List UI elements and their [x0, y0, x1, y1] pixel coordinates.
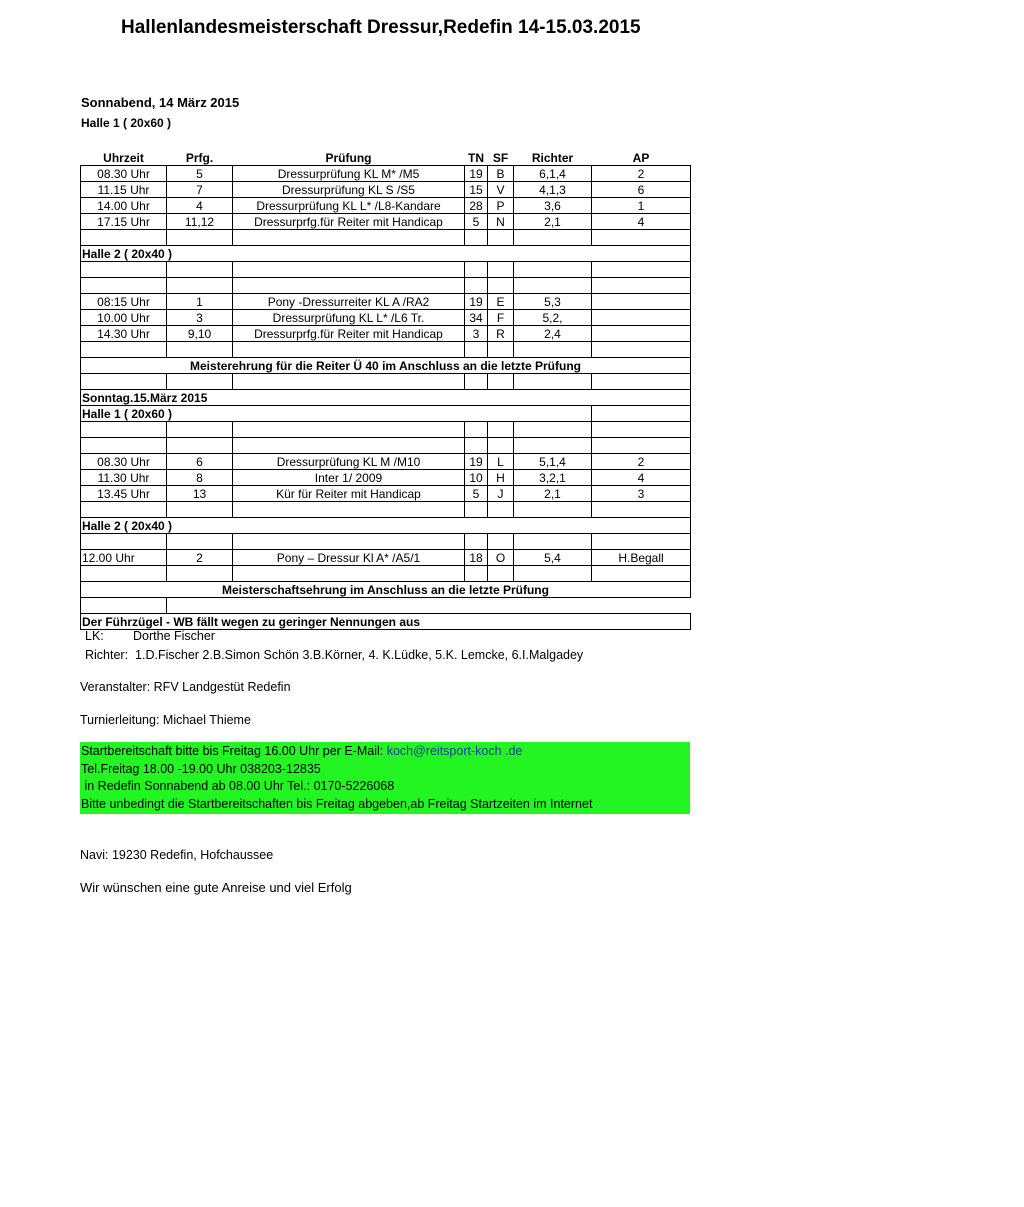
cell-richter: 5,4 [514, 550, 592, 566]
registration-line-2: Tel.Freitag 18.00 -19.00 Uhr 038203-12835 [81, 761, 321, 776]
richter-label: Richter: [85, 648, 129, 662]
cell-time: 10.00 Uhr [81, 310, 167, 326]
cell-richter: 4,1,3 [514, 182, 592, 198]
empty-row [81, 598, 691, 614]
cell-time: 11.30 Uhr [81, 470, 167, 486]
cell-ap: H.Begall [592, 550, 691, 566]
empty-row [81, 566, 691, 582]
cell-tn: 19 [465, 294, 488, 310]
lk-line [85, 629, 215, 643]
cell-time: 14.30 Uhr [81, 326, 167, 342]
day-heading-saturday: Sonnabend, 14 März 2015 [81, 95, 240, 110]
cell-time: 11.15 Uhr [81, 182, 167, 198]
cell-tn: 28 [465, 198, 488, 214]
cell-name: Dressurprüfung KL S /S5 [233, 182, 465, 198]
cell-richter: 3,2,1 [514, 470, 592, 486]
lk-value: Dorthe Fischer [133, 629, 215, 643]
cell-prfg: 7 [167, 182, 233, 198]
cell-sf: F [488, 310, 514, 326]
cell-prfg: 8 [167, 470, 233, 486]
cell-ap: 2 [592, 166, 691, 182]
cell-ap: 4 [592, 214, 691, 230]
richter-line [85, 648, 583, 662]
empty-row [81, 342, 691, 358]
table-row [81, 166, 691, 182]
cell-name: Kür für Reiter mit Handicap [233, 486, 465, 502]
cell-time: 17.15 Uhr [81, 214, 167, 230]
richter-value: 1.D.Fischer 2.B.Simon Schön 3.B.Körner, 4. K.Lüdke, 5.K. Lemcke, 6.I.Malgadey [135, 648, 584, 662]
cell-name: Inter 1/ 2009 [233, 470, 465, 486]
veranstalter-line: Veranstalter: RFV Landgestüt Redefin [80, 680, 291, 694]
cell-sf: L [488, 454, 514, 470]
cell-prfg: 1 [167, 294, 233, 310]
section-row [81, 390, 691, 406]
section-row [81, 358, 691, 374]
turnierleitung-line: Turnierleitung: Michael Thieme [80, 713, 251, 727]
ceremony-note-sunday: Meisterschaftsehrung im Anschluss an die letzte Prüfung [81, 582, 691, 598]
cell-sf: V [488, 182, 514, 198]
closing-wish: Wir wünschen eine gute Anreise und viel Erfolg [80, 880, 352, 895]
cell-name: Dressurprüfung KL L* /L8-Kandare [233, 198, 465, 214]
cell-richter: 2,1 [514, 486, 592, 502]
header-prfg: Prfg. [185, 150, 214, 165]
section-row [81, 582, 691, 598]
table-row [81, 550, 691, 566]
cell-sf: N [488, 214, 514, 230]
registration-line-3: in Redefin Sonnabend ab 08.00 Uhr Tel.: 0170-5226068 [81, 779, 395, 793]
registration-line-4: Bitte unbedingt die Startbereitschaften bis Freitag abgeben,ab Freitag Startzeiten im Internet [81, 796, 593, 811]
header-pruefung: Prüfung [325, 150, 372, 165]
cell-sf: H [488, 470, 514, 486]
cell-prfg: 6 [167, 454, 233, 470]
table-row [81, 198, 691, 214]
cell-tn: 5 [465, 486, 488, 502]
page-title: Hallenlandesmeisterschaft Dressur,Redefin 14-15.03.2015 [121, 17, 641, 38]
hall-heading-sunday-2: Halle 2 ( 20x40 ) [81, 518, 691, 534]
cell-prfg: 9,10 [167, 326, 233, 342]
header-ap: AP [632, 150, 650, 165]
gap-row [81, 438, 691, 454]
cell-richter: 2,4 [514, 326, 592, 342]
cell-prfg: 13 [167, 486, 233, 502]
cell-prfg: 11,12 [167, 214, 233, 230]
cell-name: Dressurprüfung KL L* /L6 Tr. [233, 310, 465, 326]
cell-prfg: 4 [167, 198, 233, 214]
empty-row [81, 262, 691, 278]
table-row [81, 294, 691, 310]
cell-tn: 18 [465, 550, 488, 566]
empty-row [81, 230, 691, 246]
cell-tn: 19 [465, 454, 488, 470]
cell-ap: 4 [592, 470, 691, 486]
cell-time: 14.00 Uhr [81, 198, 167, 214]
cell-name: Pony – Dressur Kl A* /A5/1 [233, 550, 465, 566]
cell-tn: 34 [465, 310, 488, 326]
empty-row [81, 374, 691, 390]
cell-sf: P [488, 198, 514, 214]
ceremony-note-saturday: Meisterehrung für die Reiter Ü 40 im Anschluss an die letzte Prüfung [81, 358, 691, 374]
section-row [81, 614, 691, 630]
cell-sf: J [488, 486, 514, 502]
table-row [81, 214, 691, 230]
cell-richter: 2,1 [514, 214, 592, 230]
cell-prfg: 2 [167, 550, 233, 566]
navi-line: Navi: 19230 Redefin, Hofchaussee [80, 848, 274, 862]
registration-info-box [80, 742, 690, 814]
cell-tn: 3 [465, 326, 488, 342]
cell-richter: 6,1,4 [514, 166, 592, 182]
header-time: Uhrzeit [103, 150, 144, 165]
cell-time: 08.30 Uhr [81, 166, 167, 182]
cell-name: Dressurprüfung KL M* /M5 [233, 166, 465, 182]
cell-sf: B [488, 166, 514, 182]
cell-ap: 6 [592, 182, 691, 198]
lk-label: LK: [85, 629, 104, 643]
cell-time: 13.45 Uhr [81, 486, 167, 502]
cell-tn: 19 [465, 166, 488, 182]
cell-sf: R [488, 326, 514, 342]
table-row [81, 310, 691, 326]
cell-sf: E [488, 294, 514, 310]
table-row [81, 182, 691, 198]
cell-name: Dressurprfg.für Reiter mit Handicap [233, 326, 465, 342]
cell-tn: 10 [465, 470, 488, 486]
cell-name: Dressurprüfung KL M /M10 [233, 454, 465, 470]
hall-heading-saturday-2: Halle 2 ( 20x40 ) [81, 246, 691, 262]
cell-tn: 5 [465, 214, 488, 230]
hall-heading-saturday-1: Halle 1 ( 20x60 ) [81, 116, 172, 130]
table-row [81, 326, 691, 342]
cell-prfg: 5 [167, 166, 233, 182]
cell-ap [592, 310, 691, 326]
cell-richter: 5,1,4 [514, 454, 592, 470]
cell-richter: 3,6 [514, 198, 592, 214]
header-sf: SF [492, 150, 509, 165]
empty-row [81, 502, 691, 518]
cell-ap: 1 [592, 198, 691, 214]
empty-row [81, 422, 691, 438]
cell-ap [592, 326, 691, 342]
registration-line-1: Startbereitschaft bitte bis Freitag 16.00 Uhr per E-Mail: koch@reitsport-koch .de [81, 744, 523, 758]
hall-heading-sunday-1: Halle 1 ( 20x60 ) [81, 406, 592, 422]
email-link[interactable]: koch@reitsport-koch .de [386, 744, 523, 758]
section-row [81, 406, 691, 422]
cell-richter: 5,3 [514, 294, 592, 310]
fuehrzuegel-note: Der Führzügel - WB fällt wegen zu geringer Nennungen aus [81, 614, 691, 630]
cell-ap: 2 [592, 454, 691, 470]
cell-time: 08:15 Uhr [81, 294, 167, 310]
cell-tn: 15 [465, 182, 488, 198]
table-row [81, 486, 691, 502]
cell-richter: 5,2, [514, 310, 592, 326]
table-row [81, 454, 691, 470]
table-header-row [81, 150, 691, 166]
header-tn: TN [468, 150, 484, 165]
cell-name: Dressurprfg.für Reiter mit Handicap [233, 214, 465, 230]
empty-row [81, 534, 691, 550]
schedule-table [80, 150, 691, 630]
cell-sf: O [488, 550, 514, 566]
section-row [81, 518, 691, 534]
cell-prfg: 3 [167, 310, 233, 326]
gap-row [81, 278, 691, 294]
cell-name: Pony -Dressurreiter KL A /RA2 [233, 294, 465, 310]
cell-ap: 3 [592, 486, 691, 502]
cell-ap [592, 294, 691, 310]
day-heading-sunday: Sonntag.15.März 2015 [81, 390, 691, 406]
cell-time: 12.00 Uhr [81, 550, 167, 566]
header-richter: Richter [531, 150, 574, 165]
cell-time: 08.30 Uhr [81, 454, 167, 470]
table-row [81, 470, 691, 486]
section-row [81, 246, 691, 262]
